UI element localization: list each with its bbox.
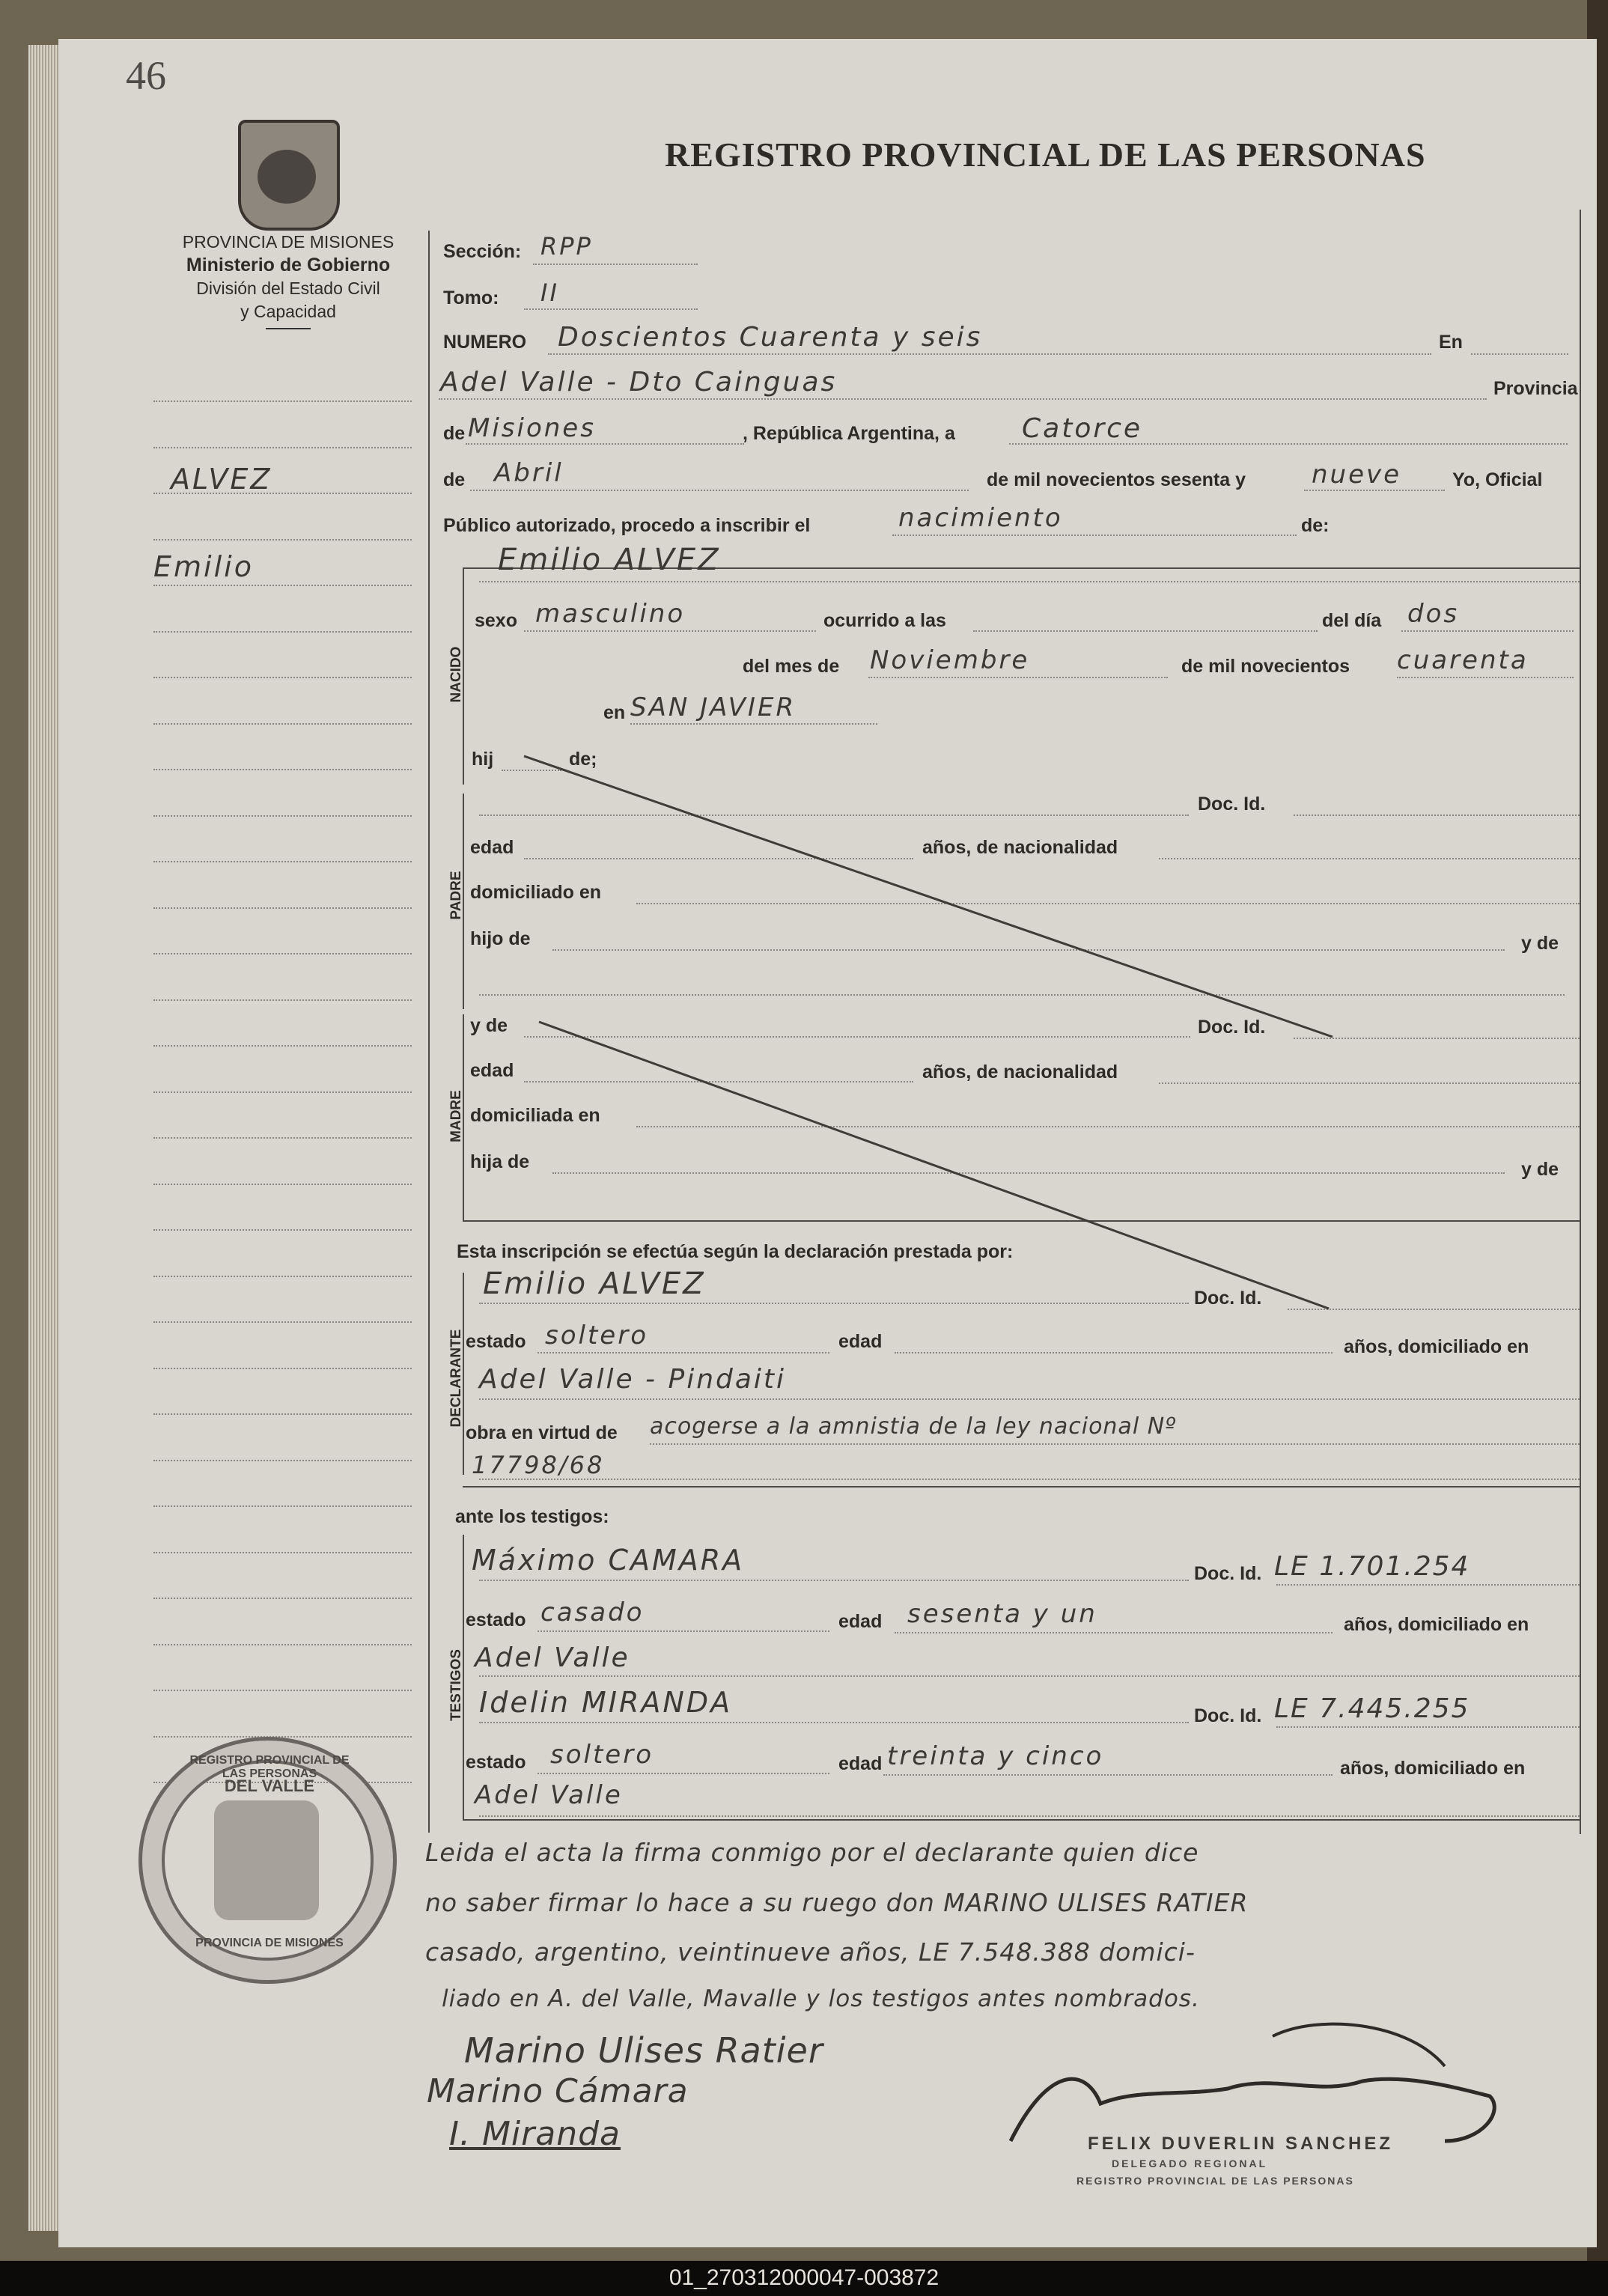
stamp-bottom-text: PROVINCIA DE MISIONES [195, 1937, 344, 1949]
declarante-obra-value: acogerse a la amnistia de la ley nacional Nº [650, 1413, 1177, 1440]
padre-dom-label: domiciliado en [470, 882, 602, 903]
t2-dom-value: Adel Valle [475, 1780, 623, 1810]
t2-estado-value: soltero [550, 1740, 654, 1770]
year-value: nueve [1312, 460, 1402, 490]
madre-yde2-label: y de [1521, 1159, 1559, 1180]
t1-doc-value: LE 1.701.254 [1274, 1551, 1470, 1582]
provincia-label: Provincia [1493, 378, 1578, 399]
hij-label: hij [472, 749, 494, 770]
numero-value: Doscientos Cuarenta y seis [558, 322, 983, 353]
t1-name-value: Máximo CAMARA [472, 1544, 745, 1577]
issuer-ministry: Ministerio de Gobierno [186, 255, 391, 275]
madre-nac-label: años, de nacionalidad [922, 1062, 1118, 1082]
de-label: de [443, 423, 466, 444]
province-value: Misiones [468, 413, 596, 443]
t1-dom-label: años, domiciliado en [1344, 1614, 1529, 1635]
padre-section-label: PADRE [448, 871, 464, 920]
t1-estado-label: estado [466, 1610, 526, 1630]
signature-camara: Marino Cámara [427, 2072, 689, 2110]
official-office: REGISTRO PROVINCIAL DE LAS PERSONAS [1076, 2175, 1354, 2187]
t2-edad-label: edad [838, 1753, 883, 1774]
official-name: FELIX DUVERLIN SANCHEZ [1088, 2134, 1394, 2154]
t2-doc-label: Doc. Id. [1194, 1705, 1262, 1726]
signature-ratier: Marino Ulises Ratier [464, 2030, 823, 2071]
closing-line-1: Leida el acta la firma conmigo por el declarante quien dice [425, 1838, 1199, 1867]
t1-doc-label: Doc. Id. [1194, 1563, 1262, 1584]
en-label: En [1439, 332, 1463, 353]
madre-section-label: MADRE [448, 1090, 464, 1142]
mil-label: de mil novecientos sesenta y [987, 469, 1246, 490]
madre-hija-label: hija de [470, 1151, 530, 1172]
nacido-mil-label: de mil novecientos [1181, 656, 1350, 677]
t2-edad-value: treinta y cinco [887, 1741, 1104, 1771]
t1-dom-value: Adel Valle [475, 1642, 630, 1673]
dia-value: dos [1407, 599, 1460, 629]
day-value: Catorce [1022, 413, 1143, 444]
padre-yde-label: y de [1521, 933, 1559, 954]
de-label-2: de [443, 469, 466, 490]
declarante-section-label: DECLARANTE [448, 1329, 464, 1428]
stamp-emblem [214, 1800, 319, 1920]
tomo-value: II [540, 278, 559, 307]
stamp-top-text: REGISTRO PROVINCIAL DE LAS PERSONAS [189, 1754, 350, 1780]
padre-hijo-label: hijo de [470, 928, 531, 949]
seccion-value: RPP [540, 232, 593, 261]
issuer-division: División del Estado Civil [196, 278, 380, 298]
ocurrido-label: ocurrido a las [823, 610, 946, 631]
anio-value: cuarenta [1397, 645, 1529, 675]
declarante-obra-value-2: 17798/68 [472, 1451, 605, 1479]
registry-stamp [138, 1737, 397, 1984]
lugar-value: SAN JAVIER [630, 692, 797, 722]
declarante-estado-label: estado [466, 1331, 526, 1352]
official-signature-stroke [1011, 2079, 1494, 2141]
declarante-doc-label: Doc. Id. [1194, 1288, 1262, 1309]
month-value: Abril [494, 458, 564, 488]
issuer-capacity: y Capacidad [240, 302, 336, 321]
margin-name: Emilio [153, 550, 254, 583]
seccion-label: Sección: [443, 241, 522, 262]
stamp-town-text: DEL VALLE [224, 1776, 315, 1795]
mes-value: Noviembre [870, 645, 1030, 675]
madre-dom-label: domiciliada en [470, 1105, 600, 1126]
declarante-intro: Esta inscripción se efectúa según la declaración prestada por: [457, 1241, 1014, 1262]
page-number: 46 [126, 53, 166, 98]
official-signature-flourish [1273, 2024, 1445, 2066]
place-value: Adel Valle - Dto Cainguas [440, 367, 838, 398]
issuer-province: PROVINCIA DE MISIONES [182, 232, 395, 252]
t1-edad-label: edad [838, 1611, 883, 1632]
t2-name-value: Idelin MIRANDA [479, 1686, 733, 1719]
declarante-dom-value: Adel Valle - Pindaiti [479, 1364, 787, 1395]
declarante-obra-label: obra en virtud de [466, 1422, 618, 1443]
scan-footer [0, 2261, 1608, 2296]
scan-id: 01_270312000047-003872 [669, 2265, 939, 2290]
declarante-dom-label: años, domiciliado en [1344, 1336, 1529, 1357]
person-value: Emilio ALVEZ [498, 543, 721, 577]
de-colon-label: de: [1301, 515, 1330, 536]
closing-line-4: liado en A. del Valle, Mavalle y los testigos antes nombrados. [442, 1985, 1200, 2012]
testigos-section-label: TESTIGOS [448, 1648, 464, 1722]
mes-label: del mes de [743, 656, 840, 677]
closing-line-3: casado, argentino, veintinueve años, LE 7.548.388 domici- [425, 1937, 1196, 1967]
declarante-name-value: Emilio ALVEZ [483, 1267, 706, 1301]
signature-miranda: I. Miranda [449, 2115, 621, 2153]
publico-label: Público autorizado, procedo a inscribir el [443, 515, 811, 536]
madre-yde-label: y de [470, 1015, 508, 1036]
closing-line-2: no saber firmar lo hace a su ruego don MARINO ULISES RATIER [425, 1888, 1249, 1917]
padre-doc-label: Doc. Id. [1198, 794, 1266, 814]
official-role: DELEGADO REGIONAL [1112, 2158, 1268, 2169]
padre-nac-label: años, de nacionalidad [922, 837, 1118, 858]
nacido-section-label: NACIDO [448, 646, 464, 703]
del-dia-label: del día [1322, 610, 1382, 631]
act-value: nacimiento [898, 503, 1063, 533]
yo-label: Yo, Oficial [1452, 469, 1543, 490]
sexo-value: masculino [535, 599, 686, 629]
t1-estado-value: casado [540, 1598, 645, 1627]
declarante-edad-label: edad [838, 1331, 883, 1352]
nacido-en-label: en [603, 702, 626, 723]
page-title: REGISTRO PROVINCIAL DE LAS PERSONAS [665, 135, 1426, 174]
madre-doc-label: Doc. Id. [1198, 1017, 1266, 1038]
madre-edad-label: edad [470, 1060, 514, 1081]
republica-label: , República Argentina, a [743, 423, 955, 444]
tomo-label: Tomo: [443, 287, 499, 308]
t2-dom-label: años, domiciliado en [1340, 1758, 1526, 1779]
margin-surname: ALVEZ [171, 463, 272, 496]
testigos-intro: ante los testigos: [455, 1506, 609, 1527]
t2-doc-value: LE 7.445.255 [1274, 1693, 1470, 1724]
numero-label: NUMERO [443, 332, 527, 353]
hij-de-label: de; [569, 749, 597, 770]
padre-edad-label: edad [470, 837, 514, 858]
sexo-label: sexo [475, 610, 517, 631]
t1-edad-value: sesenta y un [907, 1599, 1097, 1629]
declarante-estado-value: soltero [545, 1321, 648, 1351]
t2-estado-label: estado [466, 1752, 526, 1773]
